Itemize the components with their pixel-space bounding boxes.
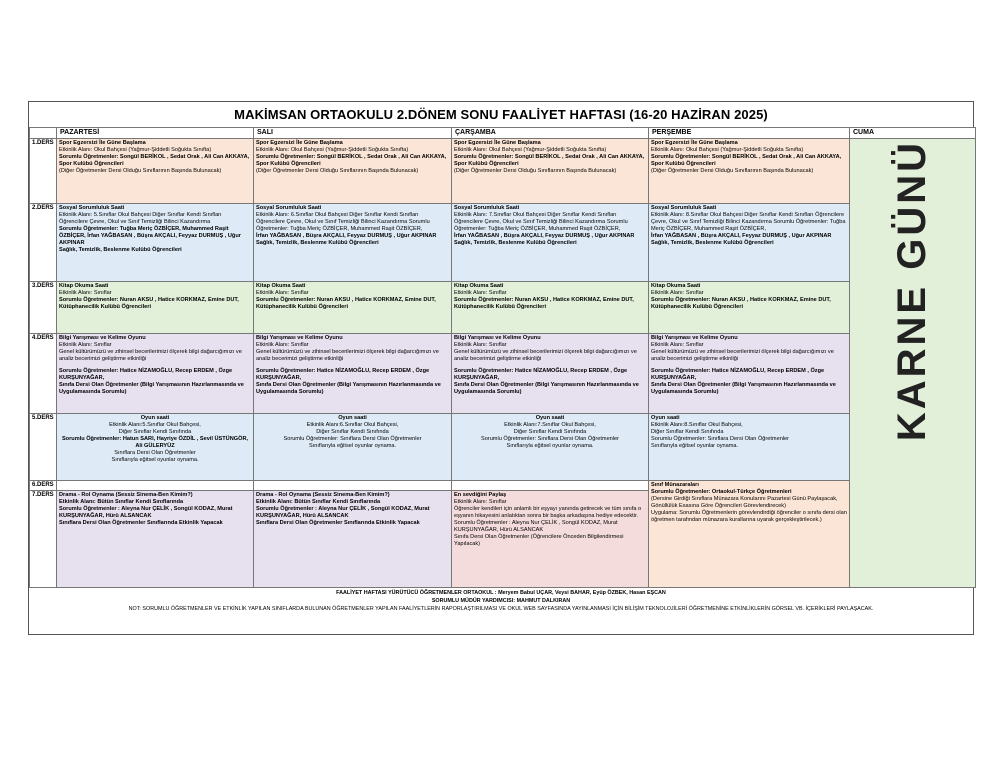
club-students: Sağlık, Temizlik, Beslenme Kulübü Öğrencileri bbox=[651, 240, 774, 246]
activity-area: Etkinlik Alanı: Bütün Sınıflar Kendi Sınıflarında bbox=[59, 499, 184, 505]
activity-cell bbox=[649, 139, 850, 204]
empty-cell bbox=[254, 481, 452, 491]
activity-title: Drama - Rol Oynama (Sessiz Sinema-Ben Kimim?) bbox=[59, 492, 193, 498]
responsible-teachers: Sorumlu Öğretmenler: Songül BERİKOL , Sedat Orak , Ali Can AKKAYA, Spor Kulübü Öğrencileri bbox=[454, 154, 645, 167]
activity-area: Etkinlik Alanı: Sınıflar bbox=[454, 290, 507, 296]
club-students: Sağlık, Temizlik, Beslenme Kulübü Öğrencileri bbox=[59, 247, 182, 253]
activity-area-other: Diğer Sınıflar Kendi Sınıfında bbox=[651, 429, 724, 435]
activity-title: Oyun saati bbox=[651, 415, 680, 421]
activity-cell bbox=[649, 481, 850, 588]
club-students: Kütüphanecilik Kulübü Öğrencileri bbox=[59, 304, 151, 310]
activity-title: Sosyal Sorumluluk Saati bbox=[454, 205, 520, 211]
activity-cell bbox=[649, 282, 850, 334]
activity-title: Spor Egzersizi İle Güne Başlama bbox=[454, 140, 541, 146]
activity-area-other: Diğer Sınıflar Kendi Sınıfında bbox=[316, 429, 389, 435]
lesson-label: 1.DERS bbox=[30, 139, 57, 204]
class-teachers-note: Sınıflara Dersi Olan Öğretmenler Sınıflarında Etkinlik Yapacak bbox=[59, 520, 223, 526]
class-teachers-note: Sınıfa Dersi Olan Öğretmenler (Bilgi Yarışmasının Hazırlanmasında ve Uygulamasında Sorumlu) bbox=[256, 382, 441, 395]
activity-cell bbox=[452, 491, 649, 588]
activity-description: Sınıflarıyla eğitsel oyunlar oynama. bbox=[308, 443, 397, 449]
activity-description: Sınıflarıyla eğitsel oyunlar oynama. bbox=[651, 443, 739, 449]
activity-area: Etkinlik Alanı: Sınıflar bbox=[59, 290, 112, 296]
responsible-teachers: İrfan YAĞBASAN , Büşra AKÇALI, Feyyaz DURMUŞ , Uğur AKPINAR bbox=[454, 233, 635, 239]
lesson-label: 3.DERS bbox=[30, 282, 57, 334]
activity-note: (Diğer Öğretmenler Dersi Olduğu Sınıflarının Başında Bulunacak) bbox=[256, 168, 419, 174]
activity-description: Genel kültürümüzü ve zihinsel becerilerimizi ölçerek bilgi dağarcığımızı ve analiz becerimizi geliştirme etkinliği bbox=[454, 349, 637, 362]
activity-area: Etkinlik Alanı: 6.Sınıflar Okul Bahçesi Diğer Sınıflar Kendi Sınıfları Öğrencilere Çevre, Okul ve Sınıf Temizliği Bilinci Kazandırma Sorumlu Öğretmenler: Tuğba Meriç ÖZBİÇER, Muhammed Raşit ÖZBİÇER, bbox=[256, 212, 430, 232]
responsible-teachers: Sorumlu Öğretmenler: Sınıflara Dersi Olan Öğretmenler bbox=[651, 436, 790, 442]
club-students: Kütüphanecilik Kulübü Öğrencileri bbox=[651, 304, 743, 310]
responsible-teachers: Sorumlu Öğretmenler: Hatice NİZAMOĞLU, Recep ERDEM , Özge KURŞUNYAĞAR, bbox=[454, 368, 628, 381]
responsible-teachers: Sorumlu Öğretmenler: Nuran AKSU , Hatice KORKMAZ, Emine DUT, bbox=[59, 297, 239, 303]
activity-title: Bilgi Yarışması ve Kelime Oyunu bbox=[454, 335, 541, 341]
footer-note: NOT: SORUMLU ÖĞRETMENLER VE ETKİNLİK YAPILAN SINIFLARDA BULUNAN ÖĞRETMENLER YAPILAN FAALİYETLERİN RAPORLAŞTIRILMASI VE OKUL WEB SAYFASINDA YAYINLANMASI İÇİN BİLİŞİM TEKNOLOJİLERİ ÖĞRETMENİNE ETKİNLİKLERİN GÖRSEL VB. İÇERİKLERİ PAYLAŞACAK. bbox=[128, 606, 874, 612]
responsible-teachers: Sorumlu Öğretmenler: Nuran AKSU , Hatice KORKMAZ, Emine DUT, bbox=[651, 297, 831, 303]
responsible-teachers: Sorumlu Öğretmenler : Aleyna Nur ÇELİK , Songül KODAZ, Murat KURŞUNYAĞAR, Hürü ALSANCAK bbox=[256, 506, 430, 519]
activity-title: Bilgi Yarışması ve Kelime Oyunu bbox=[59, 335, 146, 341]
activity-title: Oyun saati bbox=[140, 415, 170, 421]
responsible-teachers: Sorumlu Öğretmenler: Sınıflara Dersi Olan Öğretmenler bbox=[283, 436, 422, 442]
activity-title: Spor Egzersizi İle Güne Başlama bbox=[651, 140, 738, 146]
activity-description: Genel kültürümüzü ve zihinsel becerilerimizi ölçerek bilgi dağarcığımızı ve analiz becerimizi geliştirme etkinliği bbox=[256, 349, 439, 362]
activity-cell bbox=[254, 139, 452, 204]
activity-title: Sınıf Münazaraları bbox=[651, 482, 699, 488]
activity-title: Sosyal Sorumluluk Saati bbox=[651, 205, 717, 211]
activity-area: Etkinlik Alanı: Bütün Sınıflar Kendi Sınıflarında bbox=[256, 499, 381, 505]
activity-area: Etkinlik Alanı: Okul Bahçesi (Yağmur-Şiddetli Soğukta Sınıfta) bbox=[59, 147, 212, 153]
activity-cell bbox=[452, 204, 649, 282]
club-students: Kütüphanecilik Kulübü Öğrencileri bbox=[454, 304, 546, 310]
lesson-label: 7.DERS bbox=[30, 491, 57, 588]
activity-area-other: Diğer Sınıflar Kendi Sınıfında bbox=[118, 429, 192, 435]
responsible-teachers: İrfan YAĞBASAN , Büşra AKÇALI, Feyyaz DURMUŞ , Uğur AKPINAR bbox=[651, 233, 832, 239]
class-teachers-note: Sınıfa Dersi Olan Öğretmenler (Öğrencilere Önceden Bilgilendirmesi Yapılacak) bbox=[454, 534, 624, 547]
responsible-teachers: Sorumlu Öğretmenler: Ortaokul-Türkçe Öğretmenleri bbox=[651, 489, 792, 495]
class-teachers-note: Sınıflara Dersi Olan Öğretmenler Sınıflarında Etkinlik Yapacak bbox=[256, 520, 420, 526]
activity-cell bbox=[254, 491, 452, 588]
footer-vice-principal: SORUMLU MÜDÜR YARDIMCISI: MAHMUT DALKIRAN bbox=[431, 598, 571, 604]
activity-cell bbox=[254, 334, 452, 414]
responsible-teachers: Sorumlu Öğretmenler: Nuran AKSU , Hatice KORKMAZ, Emine DUT, bbox=[454, 297, 634, 303]
activity-cell bbox=[57, 204, 254, 282]
activity-title: Bilgi Yarışması ve Kelime Oyunu bbox=[651, 335, 738, 341]
club-students: Sağlık, Temizlik, Beslenme Kulübü Öğrencileri bbox=[256, 240, 379, 246]
responsible-teachers: Sorumlu Öğretmenler : Aleyna Nur ÇELİK , Songül KODAZ, Murat KURŞUNYAĞAR, Hürü ALSANCAK bbox=[59, 506, 233, 519]
responsible-teachers: İrfan YAĞBASAN , Büşra AKÇALI, Feyyaz DURMUŞ , Uğur AKPINAR bbox=[256, 233, 437, 239]
activity-cell bbox=[452, 282, 649, 334]
activity-cell bbox=[649, 414, 850, 481]
activity-area: Etkinlik Alanı: 7.Sınıflar Okul Bahçesi Diğer Sınıflar Kendi Sınıfları Öğrencilere Çevre, Okul ve Sınıf Temizliği Bilinci Kazandırma Sorumlu Öğretmenler: Tuğba Meriç ÖZBİÇER, Muhammed Raşit ÖZBİÇER, bbox=[454, 212, 628, 232]
activity-title: Oyun saati bbox=[338, 415, 367, 421]
responsible-teachers: Sorumlu Öğretmenler: Hatice NİZAMOĞLU, Recep ERDEM , Özge KURŞUNYAĞAR, bbox=[651, 368, 825, 381]
footer-coordinators: FAALİYET HAFTASI YÜRÜTÜCÜ ÖĞRETMENLER ORTAOKUL : Meryem Babul UÇAR, Veysi BAHAR, Eyüp ÖZBEK, Hasan EŞCAN bbox=[336, 590, 666, 596]
responsible-teachers: Sorumlu Öğretmenler: Sınıflara Dersi Olan Öğretmenler bbox=[480, 436, 620, 442]
activity-title: Kitap Okuma Saati bbox=[454, 283, 504, 289]
activity-area: Etkinlik Alanı: Sınıflar bbox=[256, 342, 309, 348]
lesson-row-5 bbox=[30, 414, 976, 481]
page-title: MAKİMSAN ORTAOKULU 2.DÖNEM SONU FAALİYET HAFTASI (16-20 HAZİRAN 2025) bbox=[234, 107, 768, 122]
activity-title: Drama - Rol Oynama (Sessiz Sinema-Ben Kimim?) bbox=[256, 492, 390, 498]
activity-title: Spor Egzersizi İle Güne Başlama bbox=[59, 140, 146, 146]
footer bbox=[29, 589, 973, 613]
activity-cell bbox=[649, 334, 850, 414]
activity-area: Etkinlik Alanı: Sınıflar bbox=[454, 499, 507, 505]
corner-cell bbox=[30, 128, 57, 139]
activity-title: Bilgi Yarışması ve Kelime Oyunu bbox=[256, 335, 343, 341]
activity-cell bbox=[452, 139, 649, 204]
day-header-thursday: PERŞEMBE bbox=[649, 128, 850, 139]
responsible-teachers: Sorumlu Öğretmenler: Hatice NİZAMOĞLU, Recep ERDEM , Özge KURŞUNYAĞAR, bbox=[59, 368, 233, 381]
activity-area: Etkinlik Alanı: Okul Bahçesi (Yağmur-Şiddetli Soğukta Sınıfta) bbox=[256, 147, 409, 153]
activity-cell bbox=[254, 414, 452, 481]
activity-area: Etkinlik Alanı:8.Sınıflar Okul Bahçesi, bbox=[651, 422, 743, 428]
activity-title: Kitap Okuma Saati bbox=[651, 283, 701, 289]
class-teachers: Sınıflara Dersi Olan Öğretmenler bbox=[114, 450, 196, 456]
responsible-teachers: Sorumlu Öğretmenler: Songül BERİKOL , Sedat Orak , Ali Can AKKAYA, Spor Kulübü Öğrencileri bbox=[651, 154, 842, 167]
activity-description: Genel kültürümüzü ve zihinsel becerilerimizi ölçerek bilgi dağarcığımızı ve analiz becerimizi geliştirme etkinliği bbox=[651, 349, 834, 362]
responsible-teachers: Sorumlu Öğretmenler : Aleyna Nur ÇELİK , Songül KODAZ, Murat KURŞUNYAĞAR, Hürü ALSANCAK bbox=[454, 520, 618, 533]
class-teachers-note: Sınıfa Dersi Olan Öğretmenler (Bilgi Yarışmasının Hazırlanmasında ve Uygulamasında Sorumlu) bbox=[651, 382, 836, 395]
activity-title: Kitap Okuma Saati bbox=[59, 283, 109, 289]
activity-title: Kitap Okuma Saati bbox=[256, 283, 306, 289]
activity-area: Etkinlik Alanı: Okul Bahçesi (Yağmur-Şiddetli Soğukta Sınıfta) bbox=[454, 147, 607, 153]
responsible-teachers: Sorumlu Öğretmenler: Songül BERİKOL , Sedat Orak , Ali Can AKKAYA, Spor Kulübü Öğrencileri bbox=[59, 154, 250, 167]
schedule-sheet bbox=[28, 101, 974, 635]
class-teachers-note: Sınıfa Dersi Olan Öğretmenler (Bilgi Yarışmasının Hazırlanmasında ve Uygulamasında Sorumlu) bbox=[59, 382, 244, 395]
lesson-label: 4.DERS bbox=[30, 334, 57, 414]
activity-area: Etkinlik Alanı: Okul Bahçesi (Yağmur-Şiddetli Soğukta Sınıfta) bbox=[651, 147, 804, 153]
lesson-row-3 bbox=[30, 282, 976, 334]
responsible-teachers: Sorumlu Öğretmenler: Tuğba Meriç ÖZBİÇER, Muhammed Raşit ÖZBİÇER, İrfan YAĞBASAN , Büşra AKÇALI, Feyyaz DURMUŞ , Uğur AKPINAR bbox=[59, 226, 241, 246]
lesson-label: 2.DERS bbox=[30, 204, 57, 282]
activity-cell bbox=[57, 334, 254, 414]
activity-description: Sınıflarıyla eğitsel oyunlar oynama. bbox=[111, 457, 199, 463]
activity-area: Etkinlik Alanı: Sınıflar bbox=[651, 290, 704, 296]
responsible-teachers: Sorumlu Öğretmenler: Nuran AKSU , Hatice KORKMAZ, Emine DUT, bbox=[256, 297, 436, 303]
activity-description: Genel kültürümüzü ve zihinsel becerilerimizi ölçerek bilgi dağarcığımızı ve analiz becerimizi geliştirme etkinliği bbox=[59, 349, 242, 362]
day-header-friday: CUMA bbox=[850, 128, 976, 139]
activity-cell bbox=[452, 414, 649, 481]
lesson-row-6 bbox=[30, 481, 976, 491]
activity-area: Etkinlik Alanı: 5.Sınıflar Okul Bahçesi Diğer Sınıflar Kendi Sınıfları Öğrencilere Çevre, Okul ve Sınıf Temizliği Bilinci Kazandırma bbox=[59, 212, 222, 225]
activity-note: (Diğer Öğretmenler Dersi Olduğu Sınıflarının Başında Bulunacak) bbox=[454, 168, 617, 174]
activity-cell bbox=[57, 139, 254, 204]
lesson-row-2 bbox=[30, 204, 976, 282]
club-students: Sağlık, Temizlik, Beslenme Kulübü Öğrencileri bbox=[454, 240, 577, 246]
activity-description: Öğrenciler kendileri için anlamlı bir eşyayı yanında getirecek ve tüm sınıfa o eşyanın hikayesini anlatıktan sonra bir başka arkadaşına hediye edecektir. bbox=[454, 506, 642, 519]
activity-cell bbox=[254, 282, 452, 334]
activity-title: Sosyal Sorumluluk Saati bbox=[59, 205, 125, 211]
responsible-teachers: Sorumlu Öğretmenler: Hatice NİZAMOĞLU, Recep ERDEM , Özge KURŞUNYAĞAR, bbox=[256, 368, 430, 381]
schedule-table bbox=[29, 127, 976, 588]
activity-cell bbox=[649, 204, 850, 282]
activity-cell bbox=[452, 334, 649, 414]
activity-note: (Diğer Öğretmenler Dersi Olduğu Sınıflarının Başında Bulunacak) bbox=[59, 168, 222, 174]
activity-cell bbox=[254, 204, 452, 282]
activity-note: (Diğer Öğretmenler Dersi Olduğu Sınıflarının Başında Bulunacak) bbox=[651, 168, 814, 174]
activity-area-other: Diğer Sınıflar Kendi Sınıfında bbox=[513, 429, 587, 435]
club-students: Kütüphanecilik Kulübü Öğrencileri bbox=[256, 304, 348, 310]
lesson-row-4 bbox=[30, 334, 976, 414]
activity-cell bbox=[57, 414, 254, 481]
activity-area: Etkinlik Alanı:5.Sınıflar Okul Bahçesi, bbox=[109, 422, 201, 428]
activity-area: Etkinlik Alanı:6.Sınıflar Okul Bahçesi, bbox=[306, 422, 399, 428]
day-header-monday: PAZARTESİ bbox=[57, 128, 254, 139]
day-header-wednesday: ÇARŞAMBA bbox=[452, 128, 649, 139]
activity-description: Uygulama: Sorumlu Öğretmenlerin görevlendirdiği öğrenciler o sınıfa dersi olan öğretmen tarafından münazara kurallarına uyarak gerçekleştirilecek.) bbox=[651, 510, 847, 523]
day-header-tuesday: SALI bbox=[254, 128, 452, 139]
activity-area: Etkinlik Alanı: Sınıflar bbox=[256, 290, 309, 296]
class-teachers-note: Sınıfa Dersi Olan Öğretmenler (Bilgi Yarışmasının Hazırlanmasında ve Uygulamasında Sorumlu) bbox=[454, 382, 639, 395]
activity-title: En sevdiğini Paylaş bbox=[454, 492, 507, 498]
activity-area: Etkinlik Alanı: 8.Sınıflar Okul Bahçesi Diğer Sınıflar Kendi Sınıfları Öğrencilere Çevre, Okul ve Sınıf Temizliği Bilinci Kazandırma Sorumlu Öğretmenler: Tuğba Meriç ÖZBİÇER, Muhammed Raşit ÖZBİÇER, bbox=[651, 212, 846, 232]
activity-note: (Dersine Girdiği Sınıflara Münazara Konularını Pazartesi Günü Paylaşacak, Gönüllülük Esasına Göre Öğrencileri Görevlendirecek) bbox=[651, 496, 838, 509]
empty-cell bbox=[452, 481, 649, 491]
activity-cell bbox=[57, 491, 254, 588]
activity-cell bbox=[57, 282, 254, 334]
responsible-teachers: Sorumlu Öğretmenler: Songül BERİKOL , Sedat Orak , Ali Can AKKAYA, Spor Kulübü Öğrencileri bbox=[256, 154, 447, 167]
activity-area: Etkinlik Alanı: Sınıflar bbox=[454, 342, 507, 348]
header-row bbox=[30, 128, 976, 139]
responsible-teachers: Sorumlu Öğretmenler: Hatun SARI, Hayriye ÖZDİL , Sevil ÜSTÜNGÖR, Ali GÜLERYÜZ bbox=[61, 436, 249, 449]
activity-description: Sınıflarıyla eğitsel oyunlar oynama. bbox=[506, 443, 594, 449]
lesson-row-1 bbox=[30, 139, 976, 204]
report-card-day-text: KARNE GÜNÜ bbox=[890, 140, 934, 442]
empty-cell bbox=[57, 481, 254, 491]
activity-title: Oyun saati bbox=[535, 415, 565, 421]
lesson-label: 6.DERS bbox=[30, 481, 57, 491]
activity-title: Sosyal Sorumluluk Saati bbox=[256, 205, 322, 211]
activity-area: Etkinlik Alanı: Sınıflar bbox=[651, 342, 704, 348]
friday-report-card-cell bbox=[850, 139, 976, 588]
activity-area: Etkinlik Alanı:7.Sınıflar Okul Bahçesi, bbox=[504, 422, 596, 428]
activity-area: Etkinlik Alanı: Sınıflar bbox=[59, 342, 112, 348]
lesson-label: 5.DERS bbox=[30, 414, 57, 481]
activity-title: Spor Egzersizi İle Güne Başlama bbox=[256, 140, 343, 146]
